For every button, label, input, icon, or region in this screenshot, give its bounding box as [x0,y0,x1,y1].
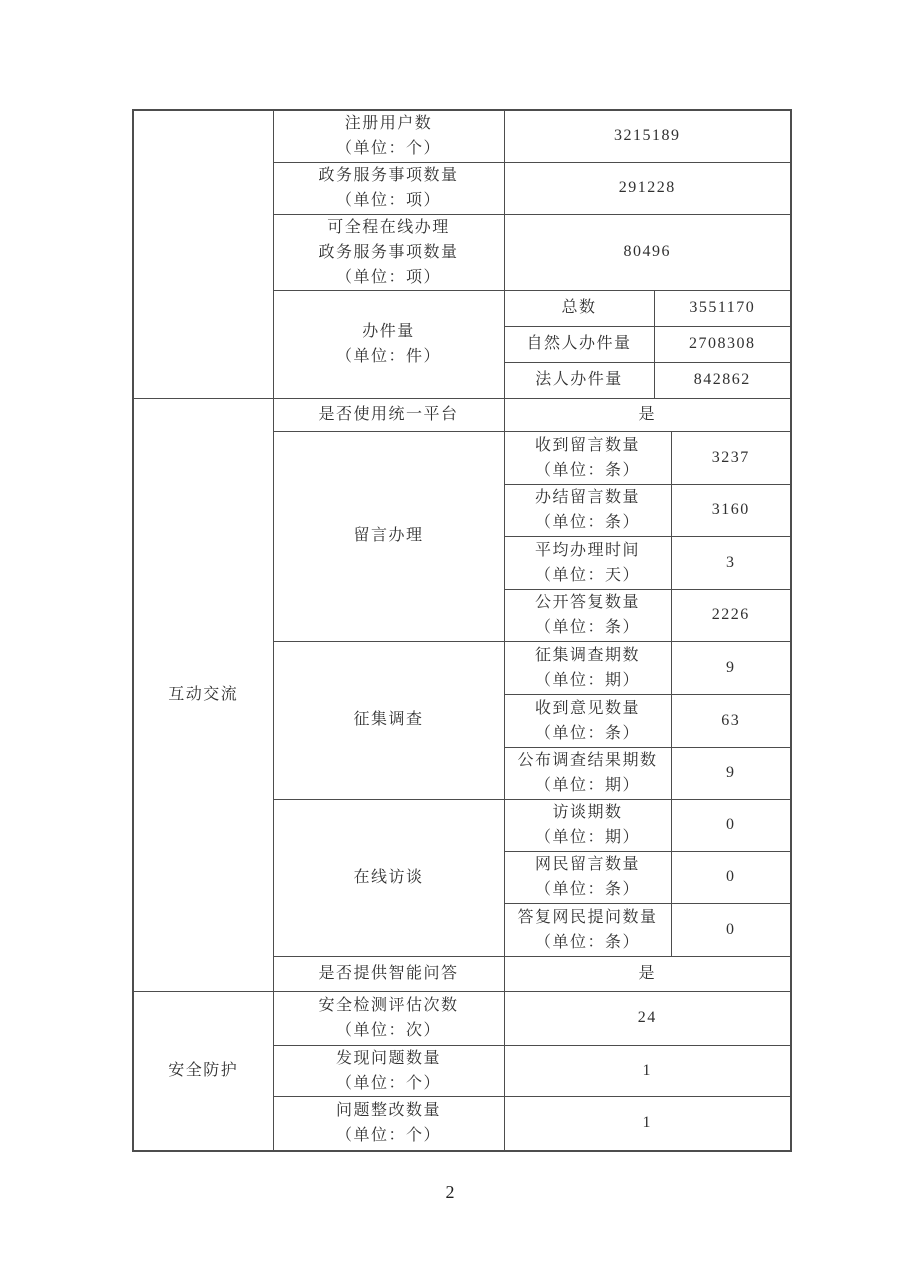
label-problems-rectified [273,1096,504,1151]
value-service-items: 291228 [504,162,791,214]
unit-text: （单位：期） [534,829,640,846]
label-text: 可全程在线办理 [327,218,450,236]
label-registered-users [273,110,504,162]
label-text: 平均办理时间 [534,541,640,559]
value-smart-qa: 是 [504,956,791,991]
label-full-online-items [273,214,504,290]
unit-text: （单位：天） [534,566,640,584]
label-text: 收到意见数量 [534,699,640,717]
unit-text: （单位：条） [534,881,640,898]
unit-text: （单位：期） [534,777,640,794]
unit-text: （单位：条） [534,724,640,742]
sublabel-results-published [504,747,671,799]
sublabel-avg-handling-time [504,536,671,589]
value-avg-handling-time: 3 [671,536,791,589]
label-smart-qa: 是否提供智能问答 [273,956,504,991]
unit-text: （单位：个） [335,1074,441,1092]
value-security-assessments: 24 [504,991,791,1045]
label-online-interview: 在线访谈 [273,799,504,956]
label-text: 发现问题数量 [335,1049,441,1067]
page-number: 2 [445,1182,455,1202]
value-natural-person: 2708308 [654,326,791,362]
label-text: 公布调查结果期数 [517,752,658,769]
value-survey-periods: 9 [671,641,791,694]
label-text: 政务服务事项数量 [318,243,459,261]
table-row [133,398,791,431]
value-full-online-items: 80496 [504,214,791,290]
value-problems-found: 1 [504,1045,791,1096]
value-results-published: 9 [671,747,791,799]
label-text: 访谈期数 [552,804,623,821]
statistics-table [132,109,792,1152]
unit-text: （单位：条） [534,461,640,479]
sublabel-total: 总数 [504,290,654,326]
unit-text: （单位：项） [335,268,441,286]
sublabel-natural-person: 自然人办件量 [504,326,654,362]
value-total: 3551170 [654,290,791,326]
sublabel-survey-periods [504,641,671,694]
label-case-volume [273,290,504,398]
label-survey-collection: 征集调查 [273,641,504,799]
label-unified-platform: 是否使用统一平台 [273,398,504,431]
label-text: 办结留言数量 [534,489,640,506]
label-security-assessments [273,991,504,1045]
sublabel-legal-person: 法人办件量 [504,362,654,398]
label-text: 收到留言数量 [534,436,640,454]
label-text: 公开答复数量 [534,594,640,611]
value-interview-periods: 0 [671,799,791,851]
value-questions-answered: 0 [671,903,791,956]
label-text: 网民留言数量 [534,856,640,873]
sublabel-messages-completed [504,484,671,536]
category-cell-blank [133,110,273,398]
value-messages-received: 3237 [671,431,791,484]
unit-text: （单位：条） [534,619,640,636]
unit-text: （单位：项） [335,192,441,209]
category-cell-security: 安全防护 [133,991,273,1151]
unit-text: （单位：次） [335,1022,441,1039]
category-cell-interaction: 互动交流 [133,398,273,991]
unit-text: （单位：条） [534,933,640,951]
label-text: 安全检测评估次数 [318,997,459,1014]
label-text: 政务服务事项数量 [318,167,459,184]
table-row [133,991,791,1045]
value-unified-platform: 是 [504,398,791,431]
label-text: 注册用户数 [344,115,433,133]
sublabel-opinions-received [504,694,671,747]
sublabel-interview-periods [504,799,671,851]
value-problems-rectified: 1 [504,1096,791,1151]
table-row [133,110,791,162]
value-legal-person: 842862 [654,362,791,398]
value-registered-users: 3215189 [504,110,791,162]
sublabel-public-replies [504,589,671,641]
sublabel-questions-answered [504,903,671,956]
sublabel-netizen-messages [504,851,671,903]
unit-text: （单位：期） [534,671,640,689]
label-text: 答复网民提问数量 [517,908,658,926]
unit-text: （单位：个） [335,140,441,158]
label-text: 问题整改数量 [335,1102,441,1120]
value-opinions-received: 63 [671,694,791,747]
label-service-items [273,162,504,214]
value-netizen-messages: 0 [671,851,791,903]
unit-text: （单位：个） [335,1127,441,1145]
unit-text: （单位：条） [534,514,640,531]
label-message-handling: 留言办理 [273,431,504,641]
unit-text: （单位：件） [335,348,441,365]
value-messages-completed: 3160 [671,484,791,536]
label-text: 征集调查期数 [534,646,640,664]
value-public-replies: 2226 [671,589,791,641]
label-text: 办件量 [362,323,415,340]
sublabel-messages-received [504,431,671,484]
label-problems-found [273,1045,504,1096]
